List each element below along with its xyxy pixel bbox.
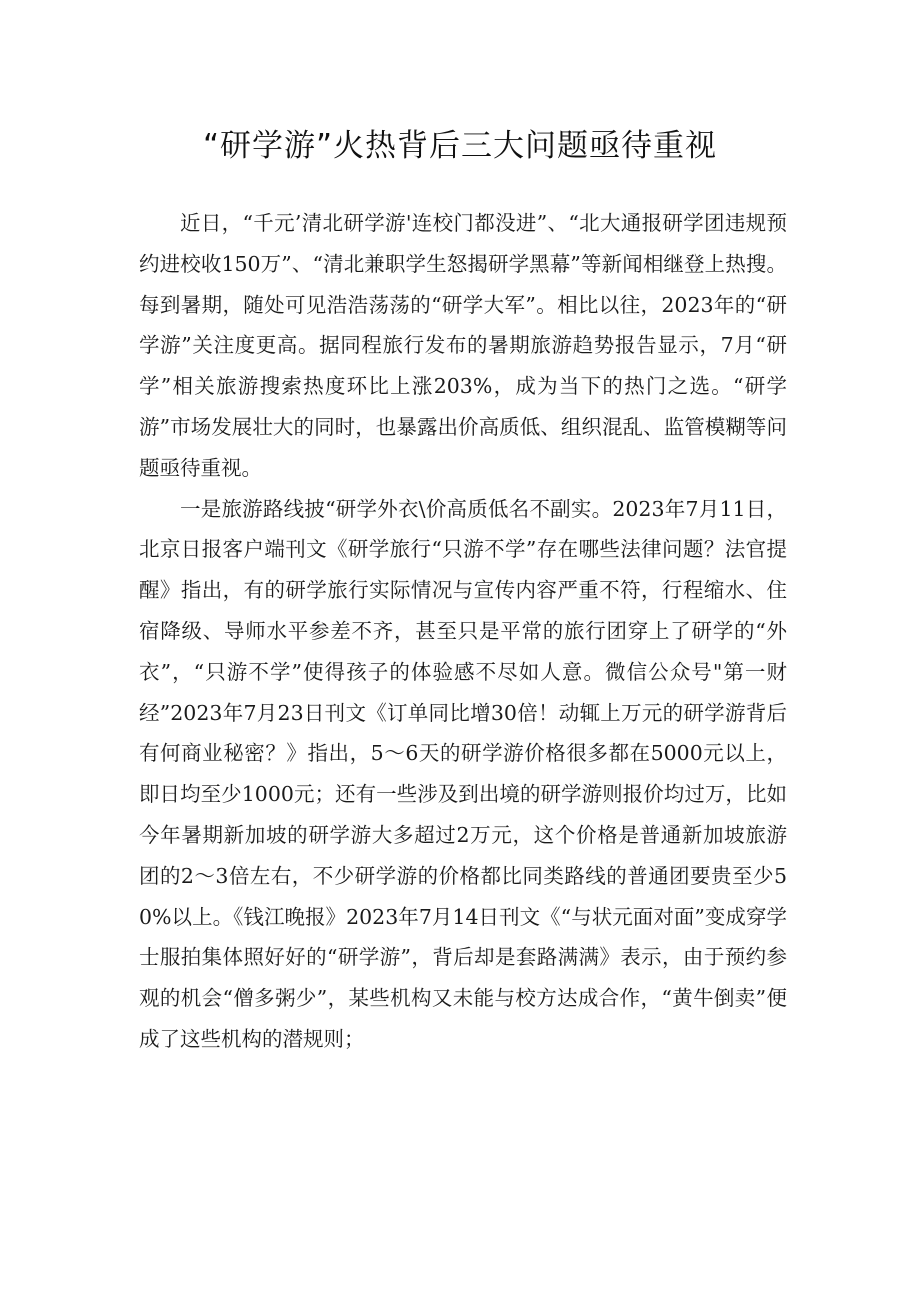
- paragraph-intro: 近日，“千元’清北研学游'连校门都没进”、“北大通报研学团违规预约进校收150万”、“清北兼职学生怒揭研学黑幕”等新闻相继登上热搜。每到暑期，随处可见浩浩荡荡的“研学大军”。相比以往，2023年的“研学游”关注度更高。据同程旅行发布的暑期旅游趋势报告显示，7月“研学”相关旅游搜索热度环比上涨203%，成为当下的热门之选。“研学游”市场发展壮大的同时，也暴露出价高质低、组织混乱、监管模糊等问题亟待重视。: [139, 211, 787, 480]
- document-title: “研学游”火热背后三大问题亟待重视: [202, 128, 718, 164]
- document-body: [139, 203, 787, 1060]
- paragraph-point-one: 一是旅游路线披“研学外衣\价高质低名不副实。2023年7月11日，北京日报客户端刊文《研学旅行“只游不学”存在哪些法律问题？法官提醒》指出，有的研学旅行实际情况与宣传内容严重不符，行程缩水、住宿降级、导师水平参差不齐，甚至只是平常的旅行团穿上了研学的“外衣”，“只游不学”使得孩子的体验感不尽如人意。微信公众号"第一财经”2023年7月23日刊文《订单同比增30倍！动辄上万元的研学游背后有何商业秘密？》指出，5～6天的研学游价格很多都在5000元以上，即日均至少1000元；还有一些涉及到出境的研学游则报价均过万，比如今年暑期新加坡的研学游大多超过2万元，这个价格是普通新加坡旅游团的2～3倍左右，不少研学游的价格都比同类路线的普通团要贵至少50%以上。《钱江晚报》2023年7月14日刊文《“与状元面对面”变成穿学士服拍集体照好好的“研学游”，背后却是套路满满》表示，由于预约参观的机会“僧多粥少”，某些机构又未能与校方达成合作，“黄牛倒卖”便成了这些机构的潜规则；: [139, 496, 787, 1051]
